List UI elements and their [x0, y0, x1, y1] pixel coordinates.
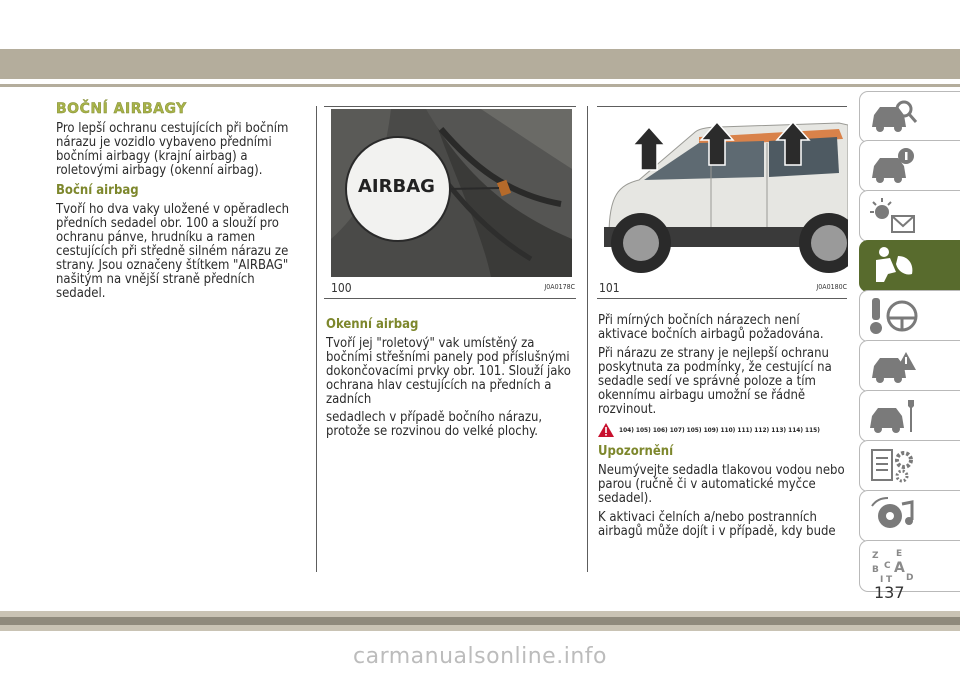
tab-car-magnifier[interactable]	[859, 91, 960, 143]
window-airbag-paragraph-continued: sedadlech v případě bočního nárazu, protože se rozvinou do velké plochy.	[326, 410, 543, 439]
index-letter-b: B	[872, 565, 879, 575]
middle-column	[326, 312, 576, 444]
figure-101-code: J0A0180C	[816, 283, 847, 291]
car-info-icon	[868, 146, 918, 186]
index-letter-a: A	[894, 560, 905, 576]
car-emergency-icon	[868, 346, 918, 386]
page-number: 137	[874, 583, 905, 602]
footer-band-inner	[0, 617, 960, 625]
cleaning-paragraph: Neumývejte sedadla tlakovou vodou nebo parou (ručně či v automatické myčce sedadel).	[598, 463, 845, 506]
right-column	[598, 314, 848, 544]
figure-100-code: J0A0178C	[544, 283, 575, 291]
figure-100-top-rule	[324, 106, 576, 107]
figure-100-image	[331, 109, 572, 277]
tab-car-maintenance[interactable]	[859, 390, 960, 442]
warning-references-text: 104) 105) 106) 107) 105) 109) 110) 111) 112) 113) 114) 115)	[619, 426, 820, 434]
side-airbag-paragraph: Tvoří ho dva vaky uložené v opěradlech předních sedadel obr. 100 a slouží pro ochranu pánve, hrudníku a ramen cestujících při středně silném nárazu ze strany. Jsou označeny štítkem "AIRBAG" našitým na vnější straně předních sedadel.	[56, 202, 290, 301]
watermark: carmanualsonline.info	[353, 644, 607, 669]
figure-101-number: 101	[599, 281, 620, 295]
figure-101-top-rule	[597, 106, 847, 107]
warning-triangle-icon	[598, 423, 614, 437]
tab-warning-lights-message[interactable]	[859, 190, 960, 242]
index-letter-z: Z	[872, 551, 879, 561]
header-band	[0, 49, 960, 79]
index-letter-e: E	[896, 549, 903, 559]
alphabetical-index-icon	[868, 546, 918, 586]
mild-impact-paragraph: Při mírných bočních nárazech není aktivace bočních airbagů požadována.	[598, 313, 824, 342]
tab-car-info[interactable]	[859, 140, 960, 192]
tab-car-emergency[interactable]	[859, 340, 960, 392]
intro-paragraph: Pro lepší ochranu cestujících při bočním nárazu je vozidlo vybaveno předními bočními airbagy (krajní airbag) a roletovými airbagy (okenní airbag).	[56, 121, 289, 178]
activation-paragraph: K aktivaci čelních a/nebo postranních airbagů může dojít i v případě, kdy bude	[598, 510, 836, 539]
tab-multimedia[interactable]	[859, 490, 960, 542]
figure-100-bottom-rule	[324, 298, 576, 299]
index-letter-c: C	[884, 561, 891, 571]
column-divider-right	[587, 106, 588, 572]
section-heading: BOČNÍ AIRBAGY	[56, 101, 187, 117]
warning-lights-message-icon	[868, 196, 918, 236]
index-letter-d: D	[906, 573, 914, 583]
column-divider-left	[316, 106, 317, 572]
best-protection-paragraph: Při nárazu ze strany je nejlepší ochranu poskytnuta za podmínky, že cestující na sedadle sedí ve správné poloze a tím okennímu airbagu umožní se řádně rozvinout.	[598, 346, 832, 417]
figure-101-image	[599, 115, 848, 277]
index-letter-i: I	[880, 575, 884, 585]
left-column	[56, 102, 301, 306]
tab-key-steering-wheel[interactable]	[859, 290, 960, 342]
index-letter-t: T	[886, 575, 893, 585]
tab-seat-airbag-safety[interactable]	[859, 240, 960, 292]
figure-101-bottom-rule	[597, 298, 847, 299]
specifications-gear-icon	[868, 446, 918, 486]
figure-101-caption	[599, 281, 847, 295]
notice-subheading: Upozornění	[598, 444, 674, 459]
car-maintenance-icon	[868, 396, 918, 436]
seat-airbag-safety-icon	[868, 246, 918, 286]
window-airbag-paragraph: Tvoří jej "roletový" vak umístěný za bočními střešními panely pod příslušnými dokončovacími prvky obr. 101. Slouží jako ochrana hlav cestujících na předních a zadních	[326, 336, 571, 407]
header-rule	[0, 84, 960, 87]
tab-specifications[interactable]	[859, 440, 960, 492]
figure-100-number: 100	[331, 281, 352, 295]
car-magnifier-icon	[868, 97, 918, 137]
airbag-label: AIRBAG	[358, 176, 435, 197]
multimedia-music-icon	[868, 496, 918, 536]
figure-100-caption	[331, 281, 575, 295]
warning-references	[598, 423, 848, 437]
window-airbag-subheading: Okenní airbag	[326, 317, 419, 332]
key-steering-wheel-icon	[868, 296, 918, 336]
side-airbag-subheading: Boční airbag	[56, 183, 139, 198]
